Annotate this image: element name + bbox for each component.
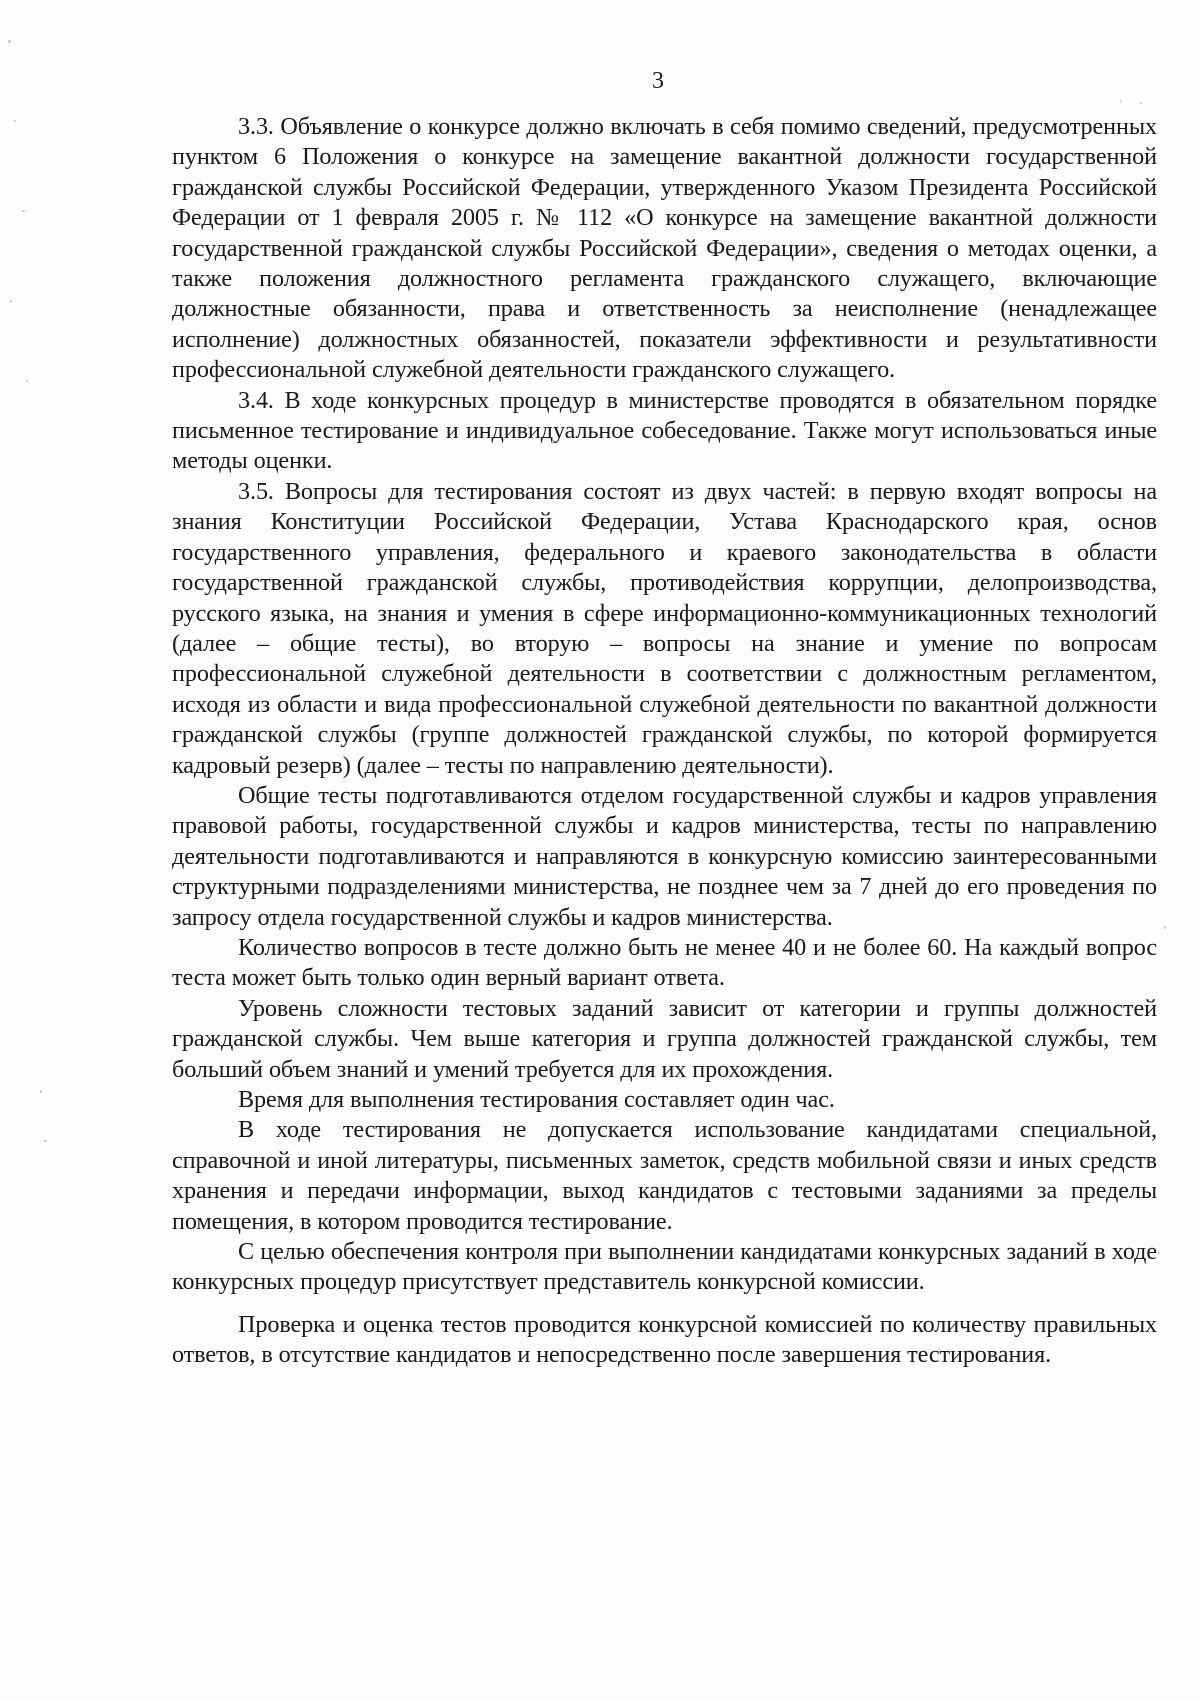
paragraph-time-limit: Время для выполнения тестирования составляет один час. <box>238 1086 835 1113</box>
paragraph-supervision: С целью обеспечения контроля при выполнении кандидатами конкурсных заданий в ходе конкурсных процедур присутствует представитель конкурсной комиссии. <box>172 1238 1157 1296</box>
paragraph-general-tests: Общие тесты подготавливаются отделом государственной службы и кадров управления правовой работы, государственной службы и кадров министерства, тесты по направлению деятельности подготавливаются и направляются в конкурсную комиссию заинтересованными структурными подразделениями министерства, не позднее чем за 7 дней до его проведения по запросу отдела государственной службы и кадров министерства. <box>172 781 1157 931</box>
scan-speck <box>1164 926 1166 929</box>
scan-speck <box>14 120 16 122</box>
paragraph-3-5: 3.5. Вопросы для тестирования состоят из двух частей: в первую входят вопросы на знания Конституции Российской Федерации, Устава Краснодарского края, основ государственного управления, федерального и краевого законодательства в области государственной гражданской службы, противодействия коррупции, делопроизводства, русского языка, на знания и умения в сфере информационно-коммуникационных технологий (далее – общие тесты), во вторую – вопросы на знание и умение по вопросам профессиональной служебной деятельности в соответствии с должностным регламентом, исходя из области и вида профессиональной служебной деятельности по вакантной должности гражданской службы (группе должностей гражданской службы, по которой формируется кадровый резерв) (далее – тесты по направлению деятельности). <box>172 477 1157 779</box>
paragraph-3-4: 3.4. В ходе конкурсных процедур в министерстве проводятся в обязательном порядке письменное тестирование и индивидуальное собеседование. Также могут использоваться иные методы оценки. <box>172 386 1157 475</box>
paragraph-difficulty: Уровень сложности тестовых заданий зависит от категории и группы должностей гражданской службы. Чем выше категория и группа должностей гражданской службы, тем больший объем знаний и умений требуется для их прохождения. <box>172 994 1157 1083</box>
paragraph-restrictions: В ходе тестирования не допускается использование кандидатами специальной, справочной и иной литературы, письменных заметок, средств мобильной связи и иных средств хранения и передачи информации, выход кандидатов с тестовыми заданиями за пределы помещения, в котором проводится тестирование. <box>172 1116 1157 1235</box>
paragraph-3-3: 3.3. Объявление о конкурсе должно включать в себя помимо сведений, предусмотренных пунктом 6 Положения о конкурсе на замещение вакантной должности государственной гражданской службы Российской Федерации, утвержденного Указом Президента Российской Федерации от 1 февраля 2005 г. № 112 «О конкурсе на замещение вакантной должности государственной гражданской службы Российской Федерации», сведения о методах оценки, а также положения должностного регламента гражданского служащего, включающие должностные обязанности, права и ответственность за неисполнение (ненадлежащее исполнение) должностных обязанностей, показатели эффективности и результативности профессиональной служебной деятельности гражданского служащего. <box>172 113 1157 384</box>
scan-speck <box>22 210 25 212</box>
scan-speck <box>40 1090 42 1093</box>
scan-speck <box>44 1140 47 1142</box>
scan-speck <box>1140 102 1142 104</box>
scan-speck <box>8 40 11 43</box>
scan-speck <box>1158 1252 1160 1254</box>
paragraph-evaluation: Проверка и оценка тестов проводится конкурсной комиссией по количеству правильных ответов, в отсутствие кандидатов и непосредственно после завершения тестирования. <box>172 1310 1157 1369</box>
scan-speck <box>1120 100 1122 102</box>
page-number: 3 <box>652 68 664 94</box>
paragraph-question-count: Количество вопросов в тесте должно быть не менее 40 и не более 60. На каждый вопрос теста может быть только один верный вариант ответа. <box>172 933 1157 992</box>
document-body <box>172 112 1157 1371</box>
scan-speck <box>26 380 28 382</box>
scan-speck <box>10 300 12 303</box>
